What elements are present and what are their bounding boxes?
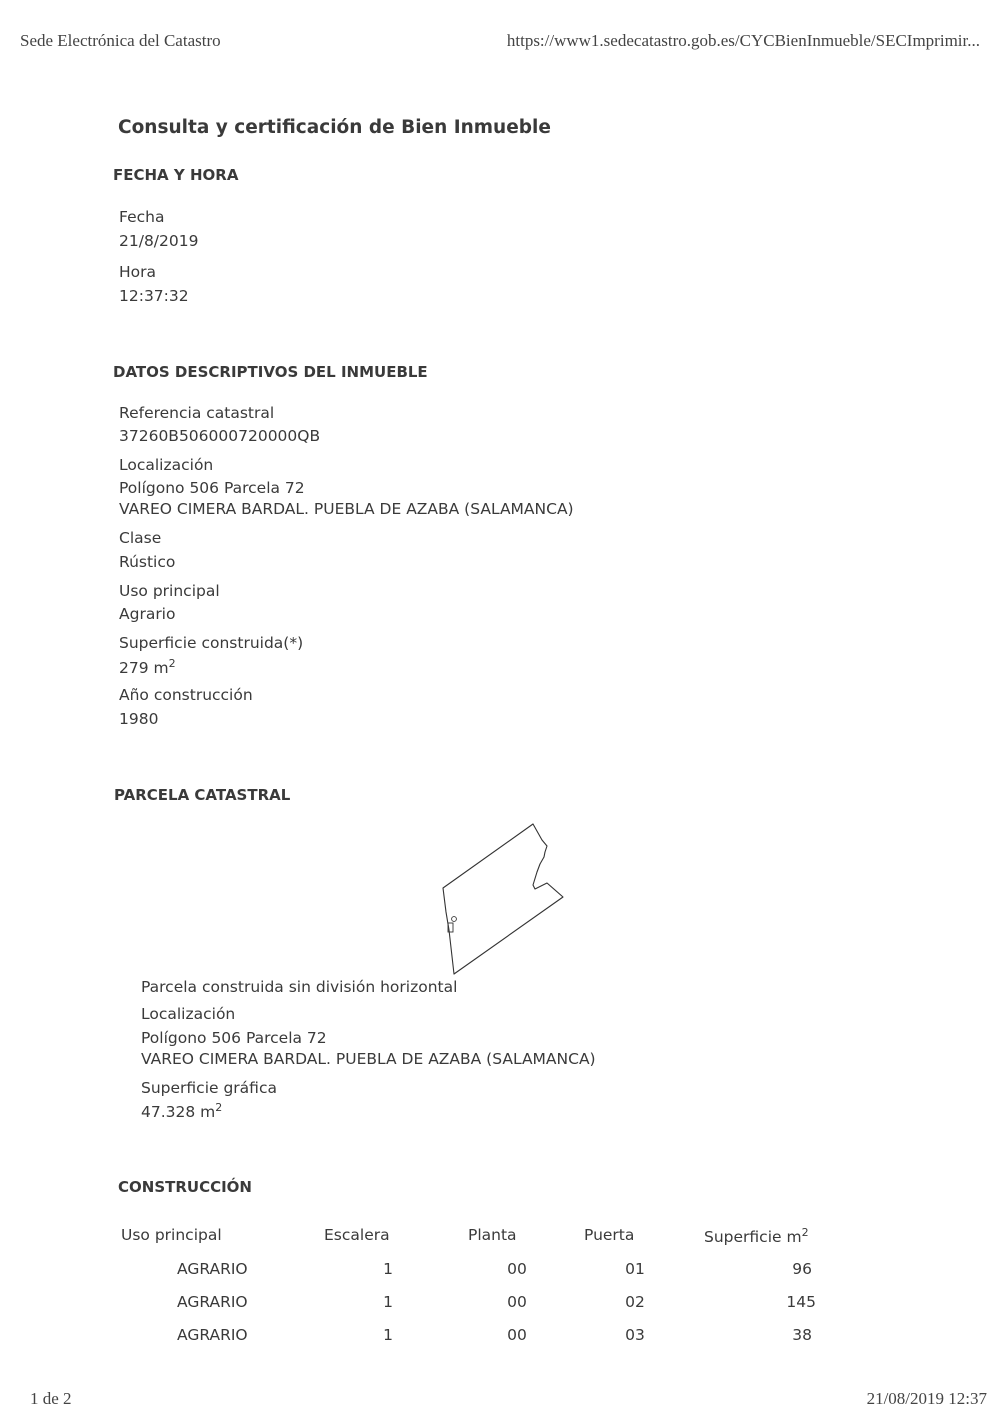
- table-row-3-superficie: 38: [792, 1326, 812, 1344]
- anio-construccion-label: Año construcción: [119, 686, 253, 704]
- superficie-construida-value: 279 $m^2$: [119, 657, 176, 678]
- localizacion-line1: Polígono 506 Parcela 72: [119, 479, 305, 497]
- col-header-planta: Planta: [468, 1226, 517, 1244]
- uso-principal-label: Uso principal: [119, 582, 220, 600]
- table-row-1-superficie: 96: [792, 1260, 812, 1278]
- table-row-2-escalera: 1: [383, 1293, 393, 1311]
- table-row-1-planta: 00: [507, 1260, 527, 1278]
- parcel-outline-map: [420, 815, 580, 985]
- parcela-localizacion-label: Localización: [141, 1005, 236, 1023]
- table-row-2-uso: AGRARIO: [177, 1293, 248, 1311]
- table-row-1-uso: AGRARIO: [177, 1260, 248, 1278]
- table-row-2-superficie: 145: [786, 1293, 816, 1311]
- hora-value: 12:37:32: [119, 287, 189, 305]
- print-site-name: Sede Electrónica del Catastro: [20, 31, 221, 50]
- uso-principal-value: Agrario: [119, 605, 176, 623]
- hora-label: Hora: [119, 263, 157, 281]
- building-marker: [452, 917, 457, 922]
- table-row-2-puerta: 02: [625, 1293, 645, 1311]
- superficie-grafica-value: 47.328 $m^2$: [141, 1101, 223, 1122]
- table-row-3-uso: AGRARIO: [177, 1326, 248, 1344]
- clase-label: Clase: [119, 529, 162, 547]
- table-row-3-planta: 00: [507, 1326, 527, 1344]
- superficie-construida-label: Superficie construida(*): [119, 634, 304, 652]
- fecha-label: Fecha: [119, 208, 165, 226]
- section-fecha-hora-heading: FECHA Y HORA: [113, 166, 239, 184]
- print-url: https://www1.sedecatastro.gob.es/CYCBienInmueble/SECImprimir...: [506, 31, 980, 50]
- parcela-localizacion-line1: Polígono 506 Parcela 72: [141, 1029, 327, 1047]
- fecha-value: 21/8/2019: [119, 232, 199, 250]
- clase-value: Rústico: [119, 553, 176, 571]
- localizacion-line2: VAREO CIMERA BARDAL. PUEBLA DE AZABA (SALAMANCA): [119, 500, 574, 518]
- print-page-number: 1 de 2: [30, 1389, 72, 1408]
- parcela-localizacion-line2: VAREO CIMERA BARDAL. PUEBLA DE AZABA (SALAMANCA): [141, 1050, 596, 1068]
- table-row-2-planta: 00: [507, 1293, 527, 1311]
- referencia-label: Referencia catastral: [119, 404, 275, 422]
- superficie-grafica-label: Superficie gráfica: [141, 1079, 277, 1097]
- anio-construccion-value: 1980: [119, 710, 159, 728]
- col-header-escalera: Escalera: [324, 1226, 390, 1244]
- table-row-1-puerta: 01: [625, 1260, 645, 1278]
- section-construccion-heading: CONSTRUCCIÓN: [118, 1178, 252, 1196]
- table-row-3-escalera: 1: [383, 1326, 393, 1344]
- col-header-superficie: Superficie $m^2$: [704, 1226, 809, 1247]
- parcel-boundary: [443, 824, 563, 974]
- col-header-uso: Uso principal: [121, 1226, 222, 1244]
- col-header-puerta: Puerta: [584, 1226, 635, 1244]
- page-title: Consulta y certificación de Bien Inmueble: [118, 117, 551, 138]
- table-row-1-escalera: 1: [383, 1260, 393, 1278]
- table-row-3-puerta: 03: [625, 1326, 645, 1344]
- print-datetime: 21/08/2019 12:37: [866, 1389, 987, 1408]
- section-datos-heading: DATOS DESCRIPTIVOS DEL INMUEBLE: [113, 363, 428, 381]
- localizacion-label: Localización: [119, 456, 214, 474]
- section-parcela-heading: PARCELA CATASTRAL: [114, 786, 291, 804]
- parcela-tipo: Parcela construida sin división horizontal: [141, 978, 458, 996]
- referencia-value: 37260B506000720000QB: [119, 427, 321, 445]
